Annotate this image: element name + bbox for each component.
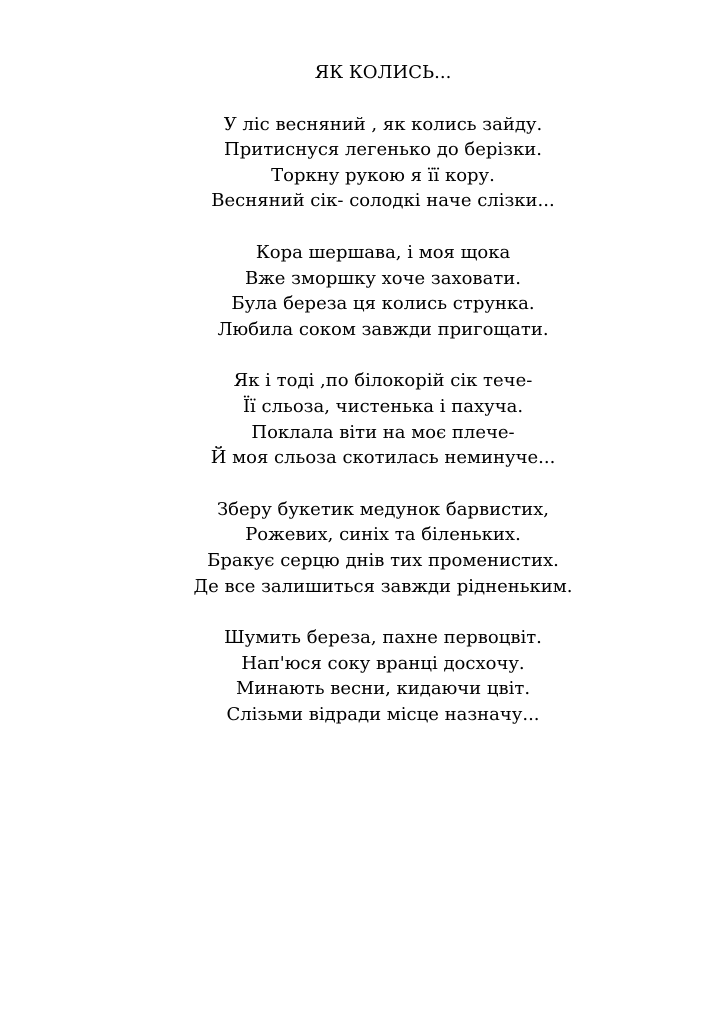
poem-line: Любила соком завжди пригощати. (217, 318, 549, 340)
stanza-5 (0, 625, 724, 727)
poem-line: Вже зморшку хоче заховати. (245, 267, 521, 289)
poem-line: Зберу букетик медунок барвистих, (216, 498, 550, 520)
poem-line: Й моя сльоза скотилась неминуче... (210, 447, 556, 469)
stanza-3 (0, 368, 724, 470)
poem-line: Бракує серцю днів тих променистих. (207, 549, 559, 571)
poem-line: Була береза ця колись струнка. (231, 293, 535, 315)
stanza-4 (0, 497, 724, 599)
stanza-gap (0, 471, 724, 497)
poem-line: Торкну рукою я її кору. (271, 164, 495, 186)
poem-line: Кора шершава, і моя щока (255, 241, 511, 263)
poem-line: У ліс весняний , як колись зайду. (223, 113, 543, 135)
poem-title: ЯК КОЛИСЬ... (314, 62, 452, 83)
poem-line: Шумить береза, пахне первоцвіт. (224, 627, 542, 649)
poem-line: Її сльоза, чистенька і пахуча. (242, 395, 524, 417)
stanza-gap (0, 86, 724, 112)
poem-line: Рожевих, синіх та біленьких. (245, 524, 521, 546)
poem-line: Минають весни, кидаючи цвіт. (235, 678, 531, 700)
poem-line: Як і тоді ,по білокорій сік тече- (233, 370, 533, 392)
stanza-1 (0, 112, 724, 214)
poem-line: Де все залишиться завжди рідненьким. (193, 575, 573, 597)
poem-line: Весняний сік- солодкі наче слізки... (211, 190, 555, 212)
poem-line: Поклала віти на моє плече- (251, 421, 515, 443)
stanza-gap (0, 599, 724, 625)
poem-line: Слізьми відради місце назначу... (226, 703, 540, 725)
stanza-2 (0, 240, 724, 342)
poem-line: Притиснуся легенько до берізки. (224, 139, 542, 161)
poem-line: Нап'юся соку вранці досхочу. (241, 652, 525, 674)
stanza-gap (0, 214, 724, 240)
stanza-gap (0, 342, 724, 368)
poem (0, 60, 724, 727)
